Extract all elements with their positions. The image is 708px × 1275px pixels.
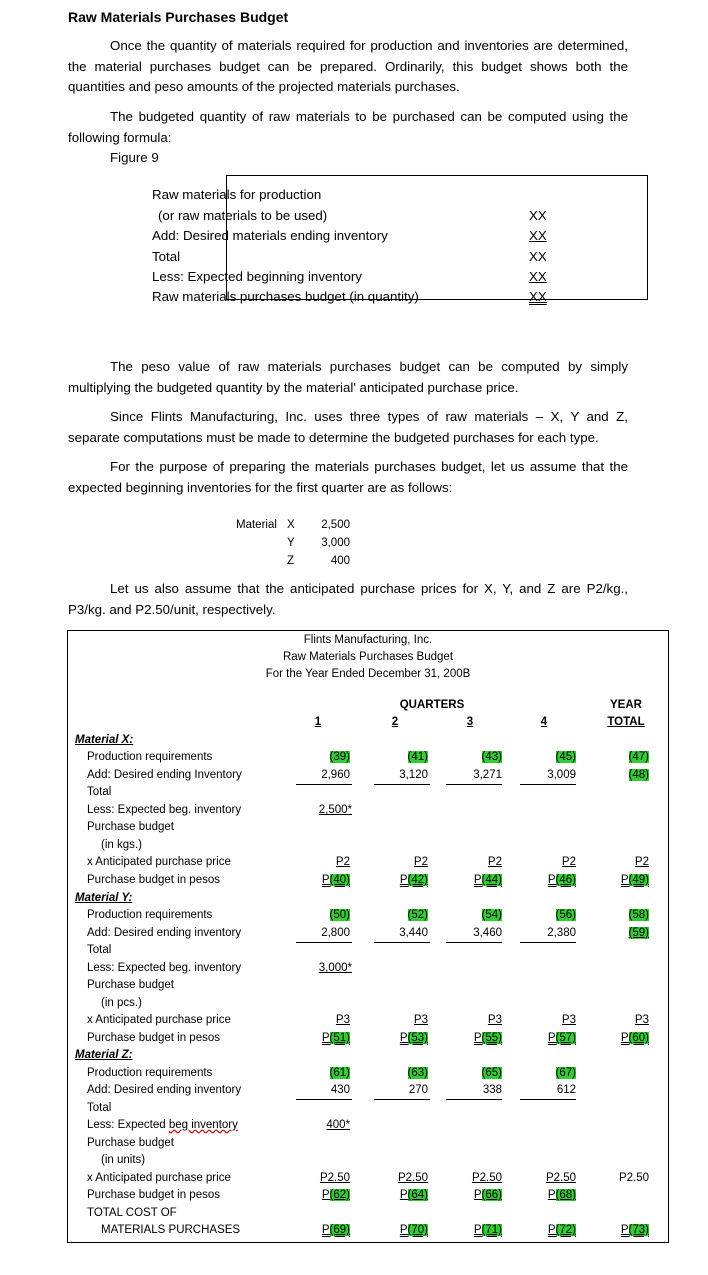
quarter-3-header: 3 bbox=[466, 716, 474, 728]
peso-sign: P bbox=[399, 1189, 408, 1201]
sum-rule bbox=[446, 1099, 502, 1100]
ending-inventory-value: 3,440 bbox=[399, 927, 428, 939]
peso-sign: P bbox=[399, 874, 408, 886]
row-label bbox=[87, 1119, 238, 1131]
price-value: P2 bbox=[561, 856, 576, 868]
row-label: Purchase budget in pesos bbox=[87, 874, 220, 886]
peso-sign: P bbox=[547, 1224, 556, 1236]
inventory-label: Material bbox=[236, 519, 277, 531]
peso-sign: P bbox=[547, 874, 556, 886]
peso-sign: P bbox=[547, 1032, 556, 1044]
sum-rule bbox=[296, 1099, 352, 1100]
formula-xx: XX bbox=[529, 249, 547, 264]
ending-inventory-value: 430 bbox=[330, 1084, 350, 1096]
row-label: Less: Expected beg. inventory bbox=[87, 804, 242, 816]
row-label: (in kgs.) bbox=[101, 839, 142, 851]
row-label: (in pcs.) bbox=[101, 997, 142, 1009]
paragraph-peso-value: The peso value of raw materials purchases budget can be computed by simply multiplying the budgeted quantity by the material' anticipated purchase price. bbox=[68, 359, 628, 395]
peso-sign: P bbox=[473, 1032, 482, 1044]
sum-rule bbox=[446, 942, 502, 943]
inventory-code: X bbox=[287, 519, 295, 531]
inventory-value: 2,500 bbox=[321, 519, 350, 531]
answer-blank[interactable]: (40) bbox=[329, 874, 350, 886]
formula-line: Raw materials purchases budget (in quantity) bbox=[152, 289, 419, 304]
answer-blank[interactable]: (55) bbox=[481, 1032, 502, 1044]
price-value: P2.50 bbox=[618, 1172, 649, 1184]
price-value: P3 bbox=[335, 1014, 350, 1026]
material-x-heading: Material X: bbox=[75, 734, 134, 746]
answer-blank[interactable]: (42) bbox=[407, 874, 428, 886]
ending-inventory-value: 612 bbox=[556, 1084, 576, 1096]
formula-xx: XX bbox=[529, 289, 547, 304]
peso-sign: P bbox=[620, 1032, 629, 1044]
answer-blank[interactable]: (43) bbox=[481, 751, 502, 763]
answer-blank[interactable]: (65) bbox=[481, 1067, 502, 1079]
price-value: P2.50 bbox=[397, 1172, 428, 1184]
row-label: Purchase budget bbox=[87, 821, 174, 833]
formula-line: Less: Expected beginning inventory bbox=[152, 269, 362, 284]
price-value: P2 bbox=[413, 856, 428, 868]
year-header: YEAR bbox=[610, 699, 642, 711]
row-label: Purchase budget bbox=[87, 979, 174, 991]
material-y-heading: Material Y: bbox=[75, 892, 133, 904]
year-total-header: TOTAL bbox=[607, 716, 645, 728]
answer-blank[interactable]: (52) bbox=[407, 909, 428, 921]
answer-blank[interactable]: (48) bbox=[628, 769, 649, 781]
answer-blank[interactable]: (47) bbox=[628, 751, 649, 763]
row-label: Total bbox=[87, 786, 112, 798]
price-value: P2.50 bbox=[545, 1172, 576, 1184]
peso-sign: P bbox=[620, 874, 629, 886]
formula-line: Raw materials for production bbox=[152, 187, 322, 202]
sum-rule bbox=[520, 784, 576, 785]
quarters-header: QUARTERS bbox=[399, 699, 465, 711]
beginning-inventory-value: 400* bbox=[326, 1119, 350, 1131]
ending-inventory-value: 2,800 bbox=[321, 927, 350, 939]
answer-blank[interactable]: (41) bbox=[407, 751, 428, 763]
answer-blank[interactable]: (70) bbox=[407, 1224, 428, 1236]
sum-rule bbox=[520, 942, 576, 943]
row-label: Production requirements bbox=[87, 1067, 213, 1079]
answer-blank[interactable]: (73) bbox=[628, 1224, 649, 1236]
page-title: Raw Materials Purchases Budget bbox=[68, 9, 289, 25]
row-label: Total bbox=[87, 1102, 112, 1114]
row-label: Purchase budget bbox=[87, 1137, 174, 1149]
peso-sign: P bbox=[547, 1189, 556, 1201]
answer-blank[interactable]: (63) bbox=[407, 1067, 428, 1079]
price-value: P2 bbox=[634, 856, 649, 868]
row-label: (in units) bbox=[101, 1154, 146, 1166]
row-label: MATERIALS PURCHASES bbox=[101, 1224, 241, 1236]
sum-rule bbox=[296, 942, 352, 943]
row-label: Add: Desired ending inventory bbox=[87, 1084, 242, 1096]
inventory-value: 3,000 bbox=[321, 537, 350, 549]
answer-blank[interactable]: (72) bbox=[555, 1224, 576, 1236]
peso-sign: P bbox=[321, 1032, 330, 1044]
sum-rule bbox=[374, 1099, 430, 1100]
peso-sign: P bbox=[399, 1224, 408, 1236]
formula-line: Add: Desired materials ending inventory bbox=[152, 228, 388, 243]
paragraph-three-materials: Since Flints Manufacturing, Inc. uses three types of raw materials – X, Y and Z, separate computations must be made to determine the budgeted purchases for each type. bbox=[68, 409, 628, 445]
formula-xx: XX bbox=[529, 228, 547, 243]
quarter-4-header: 4 bbox=[540, 716, 548, 728]
row-label: Production requirements bbox=[87, 909, 213, 921]
beginning-inventory-value: 3,000* bbox=[318, 962, 352, 974]
peso-sign: P bbox=[473, 1189, 482, 1201]
price-value: P3 bbox=[413, 1014, 428, 1026]
answer-blank[interactable]: (44) bbox=[481, 874, 502, 886]
row-label: Purchase budget in pesos bbox=[87, 1189, 220, 1201]
answer-blank[interactable]: (68) bbox=[555, 1189, 576, 1201]
answer-blank[interactable]: (62) bbox=[329, 1189, 350, 1201]
figure-label: Figure 9 bbox=[110, 150, 159, 165]
formula-xx: XX bbox=[529, 208, 547, 223]
beginning-inventory-value: 2,500* bbox=[318, 804, 352, 816]
material-z-heading: Material Z: bbox=[75, 1049, 133, 1061]
price-value: P2 bbox=[335, 856, 350, 868]
answer-blank[interactable]: (56) bbox=[555, 909, 576, 921]
paragraph-beginning-inventories: For the purpose of preparing the materials purchases budget, let us assume that the expected beginning inventories for the first quarter are as follows: bbox=[68, 459, 628, 495]
answer-blank[interactable]: (57) bbox=[555, 1032, 576, 1044]
row-label: x Anticipated purchase price bbox=[87, 1172, 231, 1184]
answer-blank[interactable]: (69) bbox=[329, 1224, 350, 1236]
inventory-code: Z bbox=[287, 555, 295, 567]
budget-company: Flints Manufacturing, Inc. bbox=[303, 634, 433, 646]
row-label: TOTAL COST OF bbox=[87, 1207, 177, 1219]
quarter-2-header: 2 bbox=[391, 716, 399, 728]
peso-sign: P bbox=[473, 874, 482, 886]
formula-xx: XX bbox=[529, 269, 547, 284]
inventory-code: Y bbox=[287, 537, 295, 549]
formula-line: (or raw materials to be used) bbox=[158, 208, 328, 223]
sum-rule bbox=[520, 1099, 576, 1100]
row-label: Purchase budget in pesos bbox=[87, 1032, 220, 1044]
paragraph-formula-intro: The budgeted quantity of raw materials to be purchased can be computed using the following formula: bbox=[68, 109, 628, 145]
peso-sign: P bbox=[321, 1189, 330, 1201]
row-label: Add: Desired ending Inventory bbox=[87, 769, 242, 781]
answer-blank[interactable]: (51) bbox=[329, 1032, 350, 1044]
answer-blank[interactable]: (67) bbox=[555, 1067, 576, 1079]
answer-blank[interactable]: (50) bbox=[329, 909, 350, 921]
paragraph-intro: Once the quantity of materials required for production and inventories are determined, the material purchases budget can be prepared. Ordinarily, this budget shows both the quantities and peso amounts of the projected materials purchases. bbox=[68, 38, 628, 94]
budget-title: Raw Materials Purchases Budget bbox=[282, 651, 454, 663]
answer-blank[interactable]: (71) bbox=[481, 1224, 502, 1236]
price-value: P2.50 bbox=[471, 1172, 502, 1184]
ending-inventory-value: 3,009 bbox=[547, 769, 576, 781]
inventory-value: 400 bbox=[330, 555, 350, 567]
quarter-1-header: 1 bbox=[314, 716, 322, 728]
answer-blank[interactable]: (58) bbox=[628, 909, 649, 921]
answer-blank[interactable]: (53) bbox=[407, 1032, 428, 1044]
row-label: Total bbox=[87, 944, 112, 956]
row-label: x Anticipated purchase price bbox=[87, 1014, 231, 1026]
row-label-part: beg inventory bbox=[168, 1119, 238, 1131]
price-value: P3 bbox=[487, 1014, 502, 1026]
answer-blank[interactable]: (46) bbox=[555, 874, 576, 886]
answer-blank[interactable]: (61) bbox=[329, 1067, 350, 1079]
price-value: P3 bbox=[634, 1014, 649, 1026]
budget-period: For the Year Ended December 31, 200B bbox=[265, 668, 471, 680]
ending-inventory-value: 2,380 bbox=[547, 927, 576, 939]
row-label-part: Less: Expected bbox=[87, 1119, 169, 1131]
peso-sign: P bbox=[321, 874, 330, 886]
answer-blank[interactable]: (39) bbox=[329, 751, 350, 763]
price-value: P2.50 bbox=[319, 1172, 350, 1184]
ending-inventory-value: 2,960 bbox=[321, 769, 350, 781]
sum-rule bbox=[374, 942, 430, 943]
row-label: Less: Expected beg. inventory bbox=[87, 962, 242, 974]
formula-line: Total bbox=[152, 249, 181, 264]
answer-blank[interactable]: (66) bbox=[481, 1189, 502, 1201]
price-value: P3 bbox=[561, 1014, 576, 1026]
row-label: Add: Desired ending inventory bbox=[87, 927, 242, 939]
price-value: P2 bbox=[487, 856, 502, 868]
paragraph-prices: Let us also assume that the anticipated purchase prices for X, Y, and Z are P2/kg., P3/kg. and P2.50/unit, respectively. bbox=[68, 581, 628, 617]
answer-blank[interactable]: (60) bbox=[628, 1032, 649, 1044]
ending-inventory-value: 338 bbox=[482, 1084, 502, 1096]
sum-rule bbox=[374, 784, 430, 785]
sum-rule bbox=[446, 784, 502, 785]
peso-sign: P bbox=[399, 1032, 408, 1044]
answer-blank[interactable]: (45) bbox=[555, 751, 576, 763]
ending-inventory-value: 3,271 bbox=[473, 769, 502, 781]
peso-sign: P bbox=[321, 1224, 330, 1236]
answer-blank[interactable]: (49) bbox=[628, 874, 649, 886]
ending-inventory-value: 3,120 bbox=[399, 769, 428, 781]
sum-rule bbox=[296, 784, 352, 785]
answer-blank[interactable]: (64) bbox=[407, 1189, 428, 1201]
answer-blank[interactable]: (59) bbox=[628, 927, 649, 939]
ending-inventory-value: 270 bbox=[408, 1084, 428, 1096]
answer-blank[interactable]: (54) bbox=[481, 909, 502, 921]
ending-inventory-value: 3,460 bbox=[473, 927, 502, 939]
peso-sign: P bbox=[620, 1224, 629, 1236]
row-label: x Anticipated purchase price bbox=[87, 856, 231, 868]
row-label: Production requirements bbox=[87, 751, 213, 763]
peso-sign: P bbox=[473, 1224, 482, 1236]
